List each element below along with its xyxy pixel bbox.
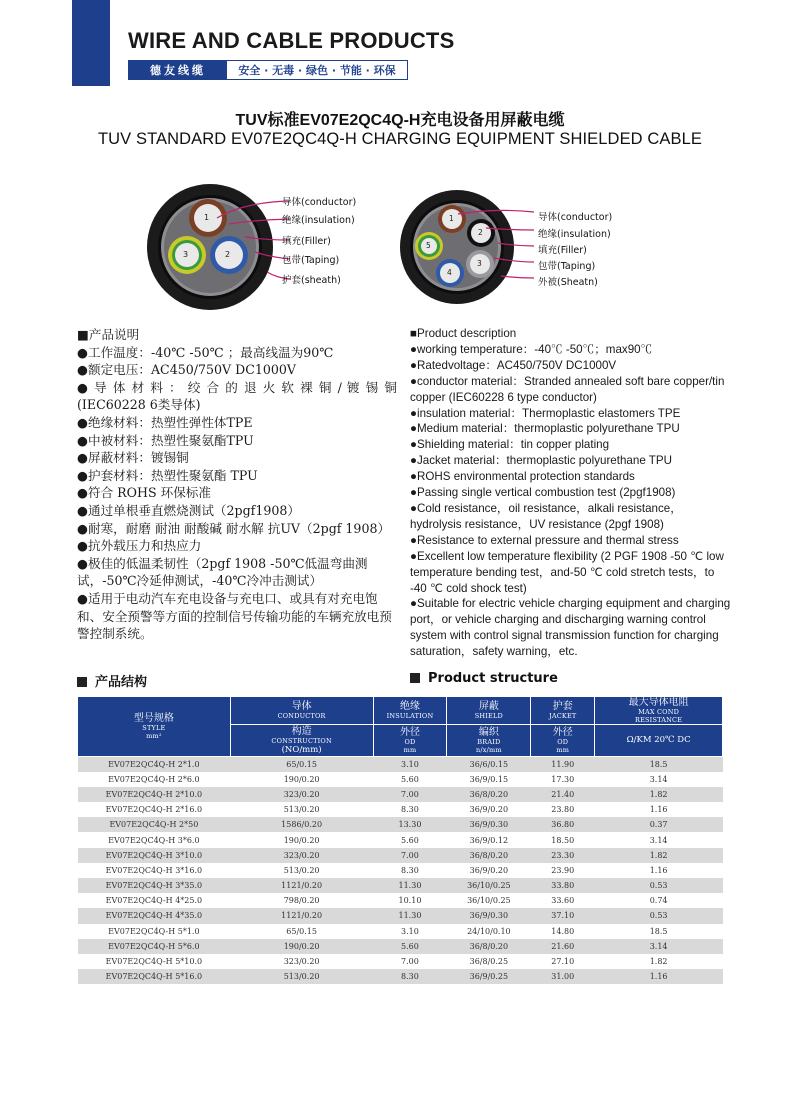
cell-insulation-od: 5.60 xyxy=(373,832,447,847)
cell-insulation-od: 5.60 xyxy=(373,939,447,954)
cell-insulation-od: 3.10 xyxy=(373,757,447,772)
section-heading-cn-text: 产品结构 xyxy=(95,675,148,690)
section-heading-cn xyxy=(77,671,147,690)
cell-resistance: 1.16 xyxy=(595,863,723,878)
cell-jacket-od: 23.30 xyxy=(531,848,595,863)
cell-resistance: 1.82 xyxy=(595,787,723,802)
cell-construction: 65/0.15 xyxy=(230,924,373,939)
cell-braid: 36/9/0.30 xyxy=(447,908,531,923)
core-number: 2 xyxy=(225,250,231,259)
description-en xyxy=(410,326,732,660)
cell-braid: 24/10/0.10 xyxy=(447,924,531,939)
desc-cn-line: ●工作温度：-40℃ -50℃ ；最高线温为90℃ xyxy=(77,344,334,360)
cell-style: EV07E2QC4Q-H 5*10.0 xyxy=(78,954,231,969)
cell-insulation-od: 7.00 xyxy=(373,787,447,802)
square-bullet-icon xyxy=(77,677,87,687)
cell-resistance: 1.16 xyxy=(595,802,723,817)
product-title-cn: TUV标准EV07E2QC4Q-H充电设备用屏蔽电缆 xyxy=(235,112,565,129)
desc-cn-line: ●适用于电动汽车充电设备与充电口、或具有对充电饱和、安全预警等方面的控制信号传输功能的车辆充放电预警控制系统。 xyxy=(77,590,392,642)
cell-style: EV07E2QC4Q-H 2*1.0 xyxy=(78,757,231,772)
cell-resistance: 0.53 xyxy=(595,908,723,923)
cell-braid: 36/10/0.25 xyxy=(447,893,531,908)
cell-jacket-od: 21.60 xyxy=(531,939,595,954)
table-row xyxy=(78,802,723,817)
cell-jacket-od: 33.60 xyxy=(531,893,595,908)
desc-cn-line: ●护套材料：热塑性聚氨酯 TPU xyxy=(77,467,258,483)
cell-resistance: 0.53 xyxy=(595,878,723,893)
cell-resistance: 0.37 xyxy=(595,817,723,832)
callout-taping: 包带(Taping) xyxy=(282,255,340,266)
cell-jacket-od: 31.00 xyxy=(531,969,595,984)
cell-resistance: 18.5 xyxy=(595,924,723,939)
cell-insulation-od: 8.30 xyxy=(373,863,447,878)
table-row xyxy=(78,939,723,954)
description-cn xyxy=(77,326,397,643)
desc-en-line: ●Resistance to external pressure and thermal stress xyxy=(410,533,679,547)
cell-construction: 190/0.20 xyxy=(230,832,373,847)
cell-style: EV07E2QC4Q-H 5*6.0 xyxy=(78,939,231,954)
cell-insulation-od: 13.30 xyxy=(373,817,447,832)
cell-construction: 513/0.20 xyxy=(230,969,373,984)
table-row xyxy=(78,787,723,802)
cell-braid: 36/10/0.25 xyxy=(447,878,531,893)
cell-braid: 36/9/0.30 xyxy=(447,817,531,832)
table-row xyxy=(78,817,723,832)
desc-en-line: ●Jacket material：thermoplastic polyurethane TPU xyxy=(410,454,672,468)
desc-en-line: ●conductor material：Stranded annealed soft bare copper/tin copper (IEC60228 6 type conductor) xyxy=(410,374,725,404)
cell-jacket-od: 37.10 xyxy=(531,908,595,923)
desc-en-line: ●ROHS environmental protection standards xyxy=(410,470,635,484)
cell-insulation-od: 5.60 xyxy=(373,772,447,787)
header-band xyxy=(128,60,408,80)
desc-en-line: ●Passing single vertical combustion test (2pgf1908) xyxy=(410,486,676,500)
callout-filler: 填充(Filler) xyxy=(538,245,587,256)
desc-cn-line: ●绝缘材料：热塑性弹性体TPE xyxy=(77,414,253,430)
cell-construction: 1121/0.20 xyxy=(230,878,373,893)
cell-style: EV07E2QC4Q-H 3*6.0 xyxy=(78,832,231,847)
cell-insulation-od: 10.10 xyxy=(373,893,447,908)
cell-style: EV07E2QC4Q-H 4*25.0 xyxy=(78,893,231,908)
core-number: 5 xyxy=(426,241,431,250)
cell-construction: 323/0.20 xyxy=(230,954,373,969)
cell-jacket-od: 33.80 xyxy=(531,878,595,893)
cell-braid: 36/9/0.20 xyxy=(447,802,531,817)
desc-cn-line: ●屏蔽材料：镀锡铜 xyxy=(77,450,189,466)
col-resistance-unit: Ω/KM 20℃ DC xyxy=(595,725,723,757)
cell-braid: 36/8/0.20 xyxy=(447,848,531,863)
header-accent-bar xyxy=(72,0,110,86)
cell-resistance: 3.14 xyxy=(595,772,723,787)
cell-braid: 36/9/0.25 xyxy=(447,969,531,984)
cell-jacket-od: 36.80 xyxy=(531,817,595,832)
callout-sheath: 外被(Sheatn) xyxy=(538,277,598,288)
table-row xyxy=(78,924,723,939)
table-row xyxy=(78,969,723,984)
cell-construction: 65/0.15 xyxy=(230,757,373,772)
table-row xyxy=(78,757,723,772)
cell-braid: 36/9/0.15 xyxy=(447,772,531,787)
table-row xyxy=(78,832,723,847)
cell-resistance: 18.5 xyxy=(595,757,723,772)
cell-braid: 36/8/0.25 xyxy=(447,954,531,969)
col-shield: 屏蔽 SHIELD xyxy=(447,697,531,725)
callout-sheath: 护套(sheath) xyxy=(282,275,341,286)
table-row xyxy=(78,772,723,787)
cell-jacket-od: 11.90 xyxy=(531,757,595,772)
core-number: 3 xyxy=(183,250,189,259)
cell-jacket-od: 14.80 xyxy=(531,924,595,939)
header-slogan: 安全 · 无毒 · 绿色 · 节能 · 环保 xyxy=(238,64,396,77)
cell-construction: 513/0.20 xyxy=(230,863,373,878)
cable-cross-section-3core xyxy=(145,182,275,312)
desc-en-line: ■Product description xyxy=(410,327,517,340)
desc-en-line: ●Excellent low temperature flexibility (2 PGF 1908 -50 ℃ low temperature bending test，and-50 ℃ cold stretch tests，to -40 ℃ cold shock test) xyxy=(410,549,724,595)
callout-conductor: 导体(conductor) xyxy=(282,197,357,208)
cell-jacket-od: 18.50 xyxy=(531,832,595,847)
cell-style: EV07E2QC4Q-H 3*16.0 xyxy=(78,863,231,878)
cell-style: EV07E2QC4Q-H 2*10.0 xyxy=(78,787,231,802)
cell-construction: 323/0.20 xyxy=(230,848,373,863)
cell-style: EV07E2QC4Q-H 2*50 xyxy=(78,817,231,832)
cell-jacket-od: 27.10 xyxy=(531,954,595,969)
core-number: 2 xyxy=(478,228,483,237)
table-row xyxy=(78,908,723,923)
col-resistance: 最大导体电阻 MAX COND RESISTANCE xyxy=(595,697,723,725)
desc-en-line: ●Ratedvoltage：AC450/750V DC1000V xyxy=(410,358,617,372)
cell-insulation-od: 11.30 xyxy=(373,908,447,923)
cell-style: EV07E2QC4Q-H 2*6.0 xyxy=(78,772,231,787)
callout-insulation: 绝缘(insulation) xyxy=(538,229,611,240)
section-heading-en-text: Product structure xyxy=(428,671,558,686)
cell-resistance: 3.14 xyxy=(595,832,723,847)
core-number: 3 xyxy=(477,259,482,268)
desc-en-line: ●Suitable for electric vehicle charging equipment and charging port，or vehicle charging and discharging warning control system with control signal transmission function for charging saturation，safety warning，etc. xyxy=(410,597,731,659)
cell-resistance: 1.82 xyxy=(595,848,723,863)
table-row xyxy=(78,954,723,969)
desc-cn-line: ●耐寒，耐磨 耐油 耐酸碱 耐水解 抗UV（2pgf 1908） xyxy=(77,520,391,536)
desc-cn-line: ●抗外载压力和热应力 xyxy=(77,538,202,554)
cell-jacket-od: 17.30 xyxy=(531,772,595,787)
cell-construction: 798/0.20 xyxy=(230,893,373,908)
desc-en-line: ●Cold resistance，oil resistance，alkali resistance，hydrolysis resistance，UV resistance (2pgf 1908) xyxy=(410,501,682,531)
cell-construction: 1121/0.20 xyxy=(230,908,373,923)
cell-resistance: 3.14 xyxy=(595,939,723,954)
desc-cn-line: ●通过单根垂直燃烧测试（2pgf1908） xyxy=(77,502,300,518)
cell-resistance: 1.82 xyxy=(595,954,723,969)
col-jacket-od: 外径 OD mm xyxy=(531,725,595,757)
callout-taping: 包带(Taping) xyxy=(538,261,596,272)
desc-cn-line: ●中被材料：热塑性聚氨酯TPU xyxy=(77,432,254,448)
table-row xyxy=(78,893,723,908)
col-insulation: 绝缘 INSULATION xyxy=(373,697,447,725)
desc-cn-line: ● 导 体 材 料 ： 绞 合 的 退 火 软 裸 铜 / 镀 锡 铜 (IEC60228 6类导体) xyxy=(77,379,397,413)
desc-en-line: ●insulation material：Thermoplastic elastomers TPE xyxy=(410,406,681,420)
cell-jacket-od: 21.40 xyxy=(531,787,595,802)
square-bullet-icon xyxy=(410,673,420,683)
desc-en-line: ●working temperature：-40℃ -50℃；max90℃ xyxy=(410,342,653,356)
desc-cn-line: ■产品说明 xyxy=(77,327,140,342)
cell-braid: 36/9/0.12 xyxy=(447,832,531,847)
cell-jacket-od: 23.90 xyxy=(531,863,595,878)
desc-cn-line: ●额定电压：AC450/750V DC1000V xyxy=(77,362,296,378)
cell-resistance: 0.74 xyxy=(595,893,723,908)
cell-jacket-od: 23.80 xyxy=(531,802,595,817)
table-row xyxy=(78,863,723,878)
desc-en-line: ●Shielding material：tin copper plating xyxy=(410,438,610,452)
col-conductor: 导体 CONDUCTOR xyxy=(230,697,373,725)
col-jacket: 护套 JACKET xyxy=(531,697,595,725)
header-title: WIRE AND CABLE PRODUCTS xyxy=(128,28,455,53)
core-number: 1 xyxy=(204,213,210,222)
table-row xyxy=(78,878,723,893)
cell-braid: 36/6/0.15 xyxy=(447,757,531,772)
callout-filler: 填充(Filler) xyxy=(282,236,331,247)
col-construction: 构造 CONSTRUCTION (NO/mm) xyxy=(230,725,373,757)
cell-construction: 1586/0.20 xyxy=(230,817,373,832)
cell-style: EV07E2QC4Q-H 5*1.0 xyxy=(78,924,231,939)
cell-braid: 36/8/0.20 xyxy=(447,939,531,954)
product-title-en: TUV STANDARD EV07E2QC4Q-H CHARGING EQUIPMENT SHIELDED CABLE xyxy=(97,130,702,148)
table-row xyxy=(78,848,723,863)
desc-cn-line: ●符合 ROHS 环保标准 xyxy=(77,485,211,501)
cell-construction: 323/0.20 xyxy=(230,787,373,802)
cell-insulation-od: 7.00 xyxy=(373,848,447,863)
cable-cross-section-5core xyxy=(398,188,516,306)
cell-construction: 190/0.20 xyxy=(230,772,373,787)
cell-style: EV07E2QC4Q-H 3*10.0 xyxy=(78,848,231,863)
col-style: 型号规格 STYLE mm² xyxy=(78,697,231,757)
core-number: 1 xyxy=(449,214,454,223)
cell-style: EV07E2QC4Q-H 2*16.0 xyxy=(78,802,231,817)
cell-construction: 190/0.20 xyxy=(230,939,373,954)
cell-braid: 36/8/0.20 xyxy=(447,787,531,802)
desc-en-line: ●Medium material：thermoplastic polyurethane TPU xyxy=(410,422,680,436)
product-structure-table xyxy=(77,696,723,984)
cell-insulation-od: 8.30 xyxy=(373,969,447,984)
cell-style: EV07E2QC4Q-H 4*35.0 xyxy=(78,908,231,923)
cell-style: EV07E2QC4Q-H 3*35.0 xyxy=(78,878,231,893)
cell-insulation-od: 3.10 xyxy=(373,924,447,939)
col-braid: 编织 BRAID n/x/mm xyxy=(447,725,531,757)
callout-conductor: 导体(conductor) xyxy=(538,212,613,223)
cell-insulation-od: 7.00 xyxy=(373,954,447,969)
cell-construction: 513/0.20 xyxy=(230,802,373,817)
callout-insulation: 绝缘(insulation) xyxy=(282,215,355,226)
cell-insulation-od: 8.30 xyxy=(373,802,447,817)
header-brand: 德友线缆 xyxy=(129,61,227,79)
core-number: 4 xyxy=(447,268,452,277)
section-heading-en xyxy=(410,671,558,686)
col-insulation-od: 外径 OD mm xyxy=(373,725,447,757)
cell-resistance: 1.16 xyxy=(595,969,723,984)
cell-braid: 36/9/0.20 xyxy=(447,863,531,878)
cell-style: EV07E2QC4Q-H 5*16.0 xyxy=(78,969,231,984)
desc-cn-line: ●极佳的低温柔韧性（2pgf 1908 -50℃低温弯曲测试，-50℃冷延伸测试，-40℃冷冲击测试） xyxy=(77,555,368,589)
cell-insulation-od: 11.30 xyxy=(373,878,447,893)
